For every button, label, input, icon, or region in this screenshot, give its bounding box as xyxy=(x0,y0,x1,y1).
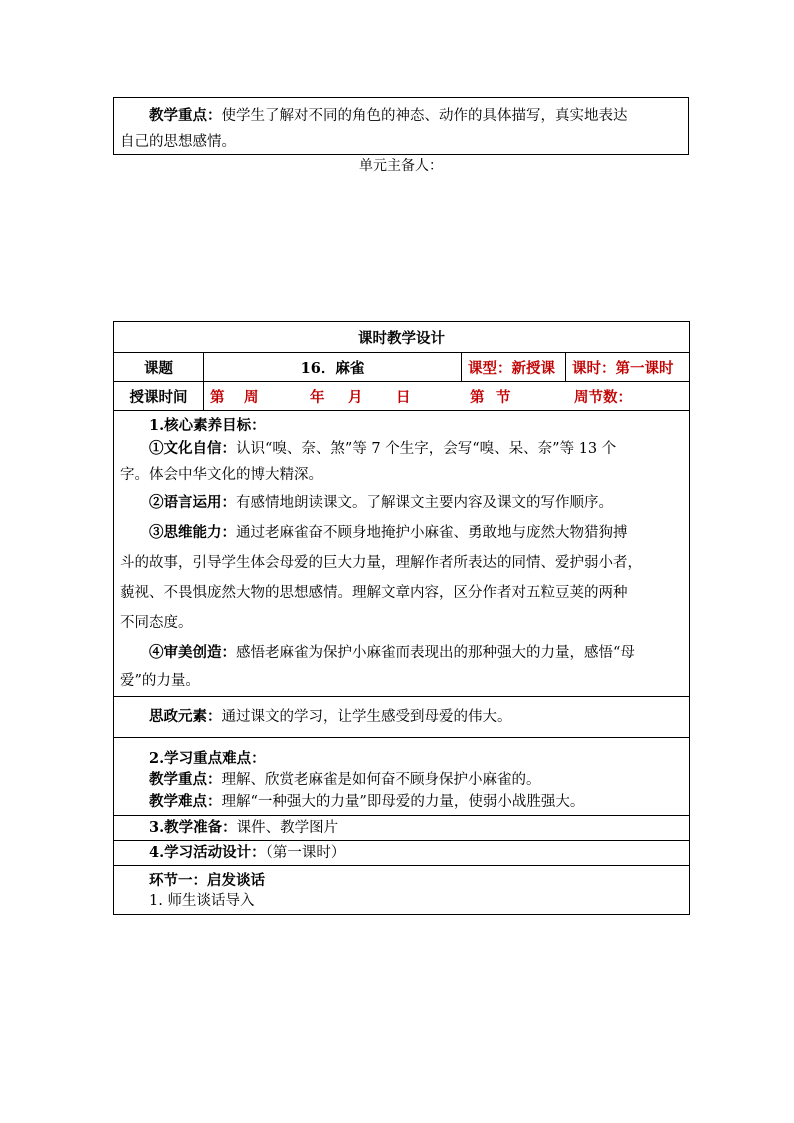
time-value-cell xyxy=(204,382,690,411)
activity-label: 4.学习活动设计： xyxy=(149,844,266,861)
time-day: 日 xyxy=(396,388,411,406)
goal-1-text: 认识“嗅、奈、煞”等 7 个生字，会写“嗅、呆、奈”等 13 个 xyxy=(236,441,617,457)
ideology-cell xyxy=(114,697,690,738)
activity-cell xyxy=(114,841,690,866)
time-section-di: 第 xyxy=(470,388,485,406)
goal-2 xyxy=(120,488,683,518)
activity-text: （第一课时） xyxy=(265,845,346,861)
section1-item1: 1. 师生谈话导入 xyxy=(149,893,255,909)
goal-3-cont-1: 斗的故事，引导学生体会母爱的巨大力量，理解作者所表达的同情、爱护弱小者， xyxy=(120,555,642,571)
goals-cell xyxy=(114,411,690,697)
goal-2-label: ②语言运用： xyxy=(149,494,236,511)
preparation-label: 3.教学准备： xyxy=(149,819,237,836)
time-year: 年 xyxy=(310,388,325,406)
goal-2-text: 有感情地朗读课文。了解课文主要内容及课文的写作顺序。 xyxy=(236,495,613,511)
key-difficulty-text: 理解“一种强大的力量”即母爱的力量，使弱小战胜强大。 xyxy=(221,794,585,810)
key-difficulty xyxy=(120,791,683,813)
goal-4 xyxy=(120,638,683,668)
ideology-text: 通过课文的学习，让学生感受到母爱的伟大。 xyxy=(221,709,512,725)
teaching-focus-label: 教学重点： xyxy=(149,107,222,124)
goal-4-cont: 爱”的力量。 xyxy=(120,673,200,689)
teaching-focus-text: 使学生了解对不同的角色的神态、动作的具体描写，真实地表达 xyxy=(221,108,628,124)
goal-4-text: 感悟老麻雀为保护小麻雀而表现出的那种强大的力量，感悟“母 xyxy=(236,645,635,661)
unit-preparer: 单元主备人： xyxy=(359,158,443,174)
time-month: 月 xyxy=(348,388,363,406)
goal-1 xyxy=(120,436,683,462)
time-label: 授课时间 xyxy=(114,382,204,411)
goal-1-label: ①文化自信： xyxy=(149,440,236,457)
goal-1-cont: 字。体会中华文化的博大精深。 xyxy=(120,467,323,483)
topic-label: 课题 xyxy=(114,353,204,382)
teaching-focus-text-cont: 自己的思想感情。 xyxy=(120,134,236,150)
goal-3-cont-2: 藐视、不畏惧庞然大物的思想感情。理解文章内容，区分作者对五粒豆荚的两种 xyxy=(120,585,628,601)
time-count: 周节数： xyxy=(574,388,632,406)
key-focus-label: 教学重点： xyxy=(149,771,222,788)
lesson-type-cell xyxy=(462,353,566,382)
ideology-label: 思政元素： xyxy=(149,708,222,725)
goal-3-text: 通过老麻雀奋不顾身地掩护小麻雀、勇敢地与庞然大物猎狗搏 xyxy=(236,525,628,541)
lesson-type-label: 课型： xyxy=(468,359,512,377)
lesson-period-value: 第一课时 xyxy=(615,359,674,377)
goal-4-label: ④审美创造： xyxy=(149,644,236,661)
time-section-jie: 节 xyxy=(496,388,511,406)
section1-label: 环节一：启发谈话 xyxy=(149,872,265,889)
table-title: 课时教学设计 xyxy=(114,322,690,353)
key-points-heading: 2.学习重点难点： xyxy=(149,750,266,767)
teaching-focus-box xyxy=(113,97,689,155)
time-week-zhou: 周 xyxy=(244,388,259,406)
lesson-period-label: 课时： xyxy=(572,359,616,377)
goal-3-label: ③思维能力： xyxy=(149,524,236,541)
goal-3 xyxy=(120,518,683,548)
goals-heading: 1.核心素养目标： xyxy=(149,417,266,434)
lesson-type-value: 新授课 xyxy=(511,359,555,377)
key-focus-text: 理解、欣赏老麻雀是如何奋不顾身保护小麻雀的。 xyxy=(221,772,541,788)
time-week-di: 第 xyxy=(210,388,225,406)
goal-3-cont-3: 不同态度。 xyxy=(120,615,193,631)
section1-cell xyxy=(114,866,690,915)
lesson-period-cell xyxy=(566,353,690,382)
key-focus xyxy=(120,769,683,791)
key-difficulty-label: 教学难点： xyxy=(149,793,222,810)
lesson-design-table xyxy=(113,321,690,915)
key-points-cell xyxy=(114,738,690,816)
preparation-text: 课件、教学图片 xyxy=(236,820,339,836)
preparation-cell xyxy=(114,816,690,841)
topic-value: 16．麻雀 xyxy=(204,353,462,382)
